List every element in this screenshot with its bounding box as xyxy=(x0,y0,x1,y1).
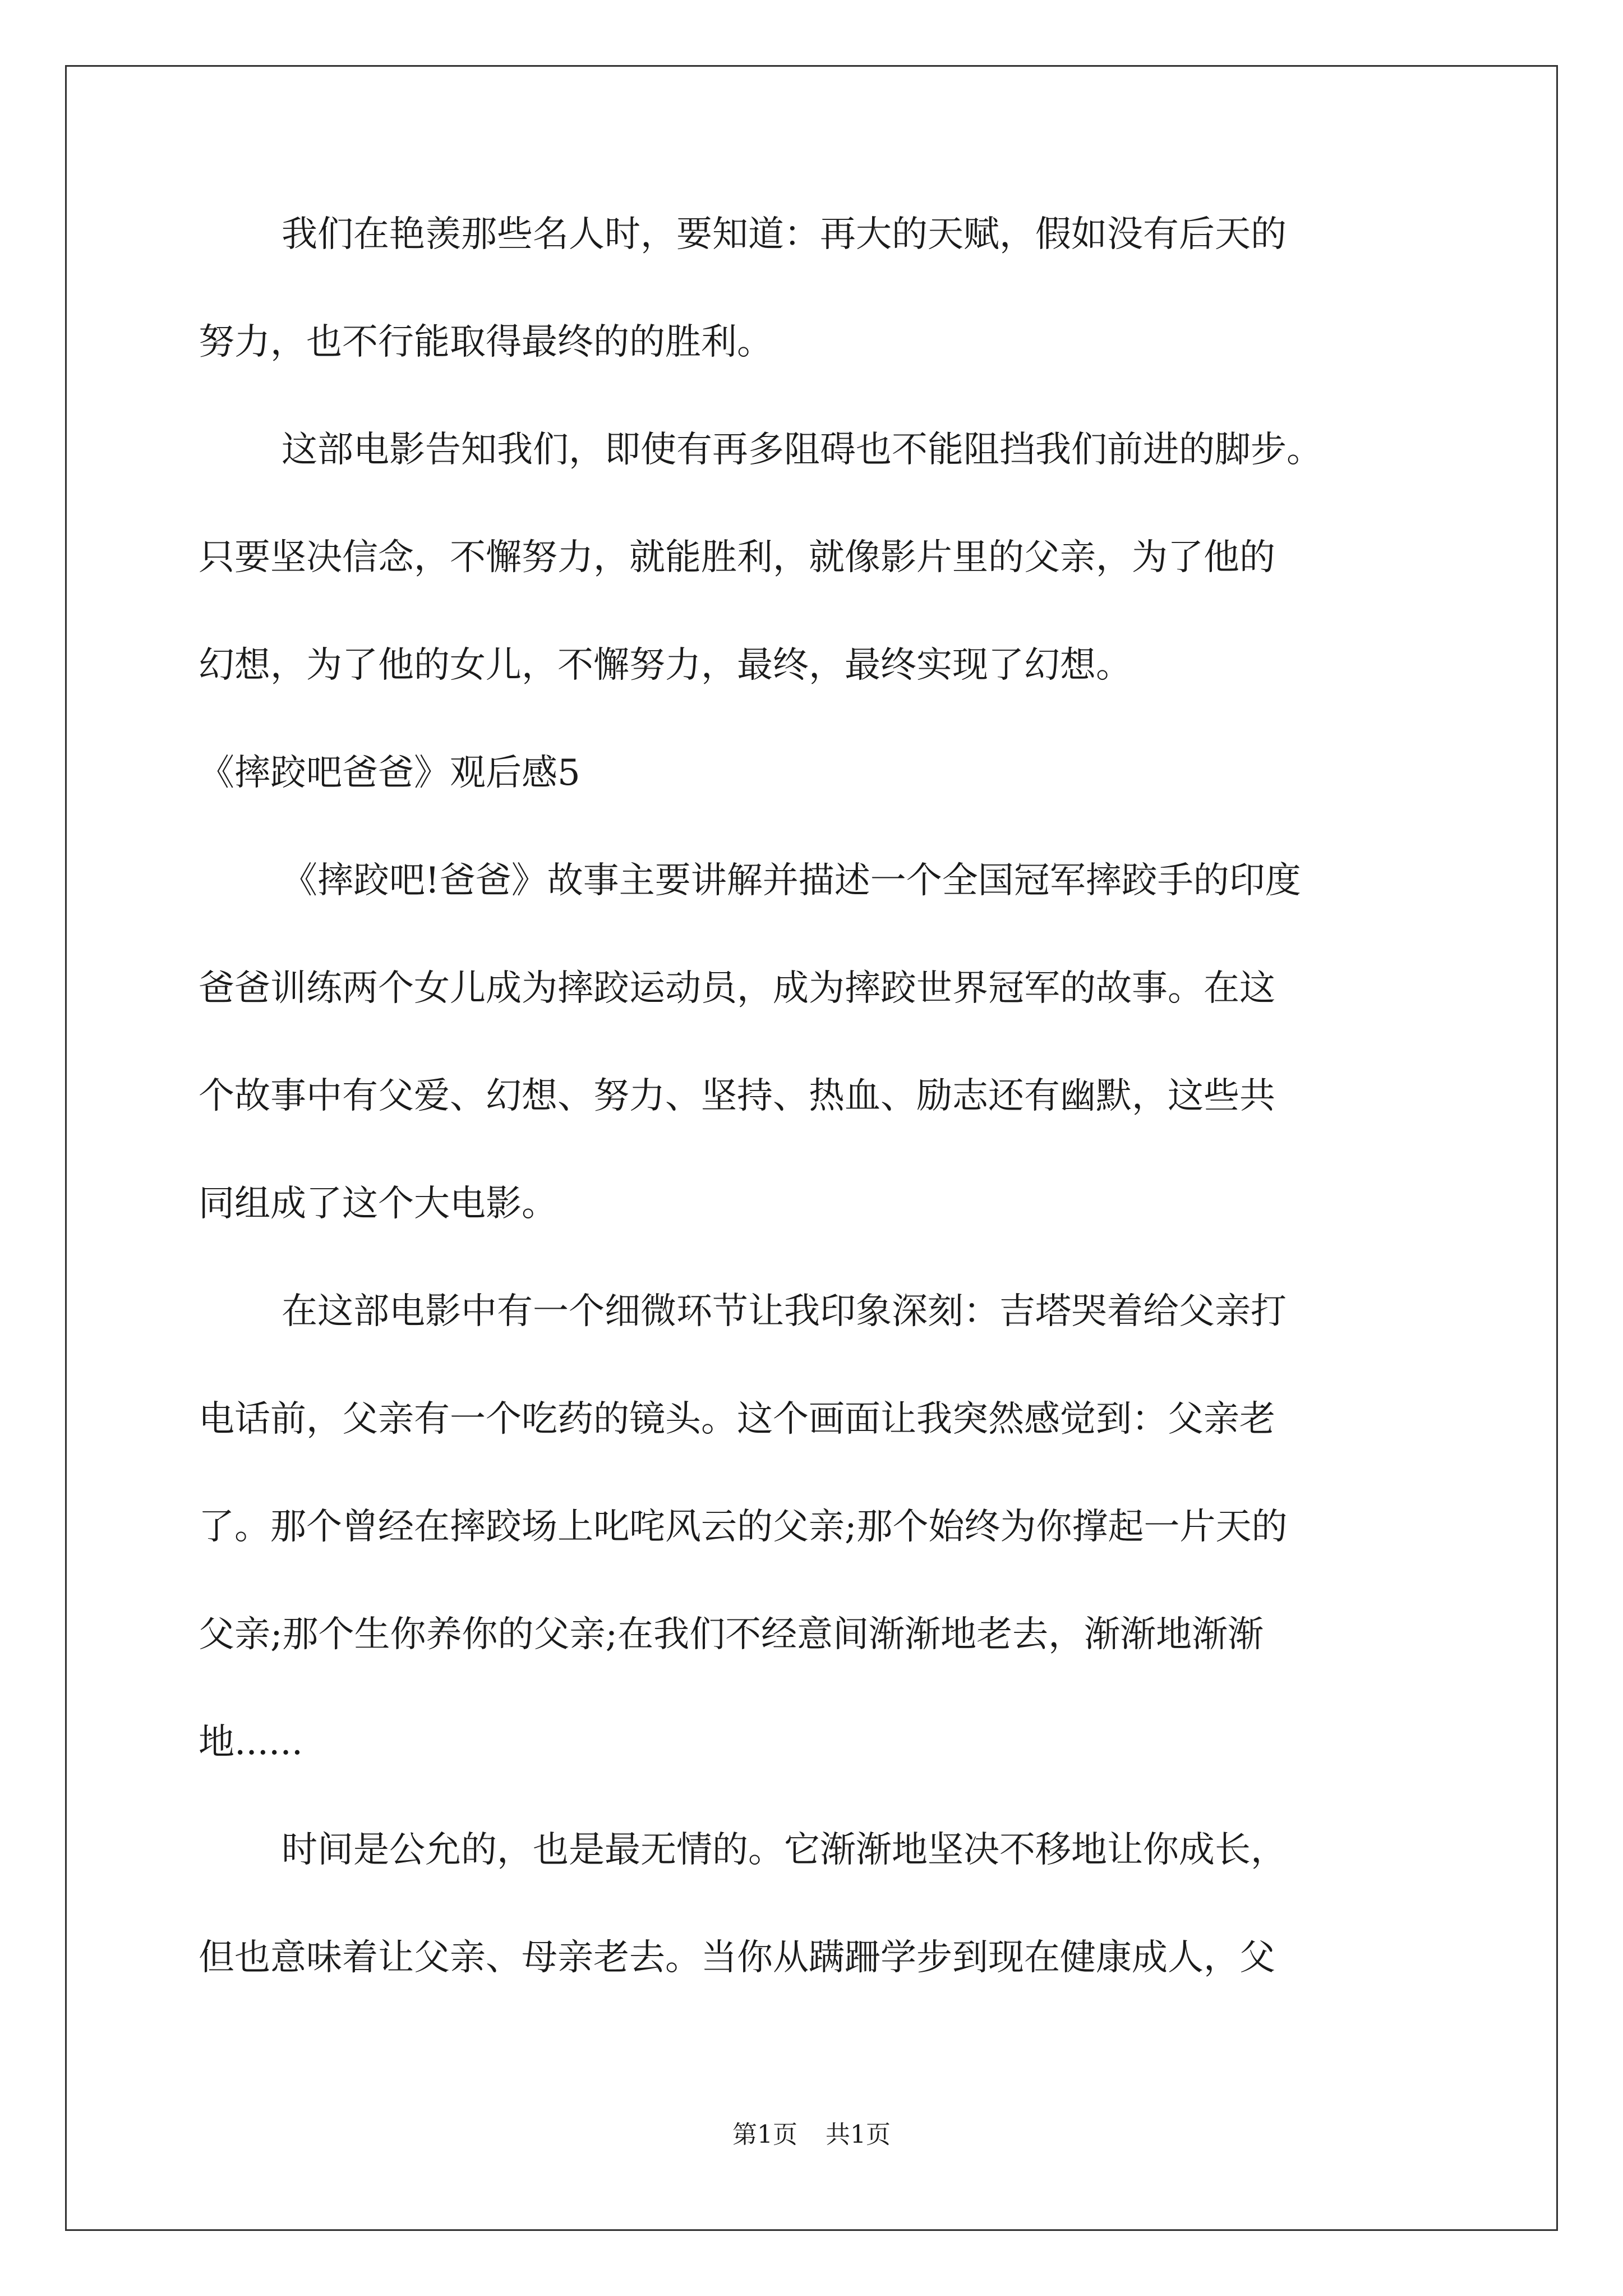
text-line: 了。那个曾经在摔跤场上叱咤风云的父亲;那个始终为你撑起一片天的 xyxy=(199,1506,1288,1548)
text-line: 个故事中有父爱、幻想、努力、坚持、热血、励志还有幽默，这些共 xyxy=(199,1075,1275,1117)
text-line: 我们在艳羡那些名人时，要知道：再大的天赋，假如没有后天的 xyxy=(282,214,1287,255)
text-line: 但也意味着让父亲、母亲老去。当你从蹒跚学步到现在健康成人，父 xyxy=(199,1937,1275,1978)
section-heading: 《摔跤吧爸爸》观后感5 xyxy=(199,752,580,794)
text-line: 在这部电影中有一个细微环节让我印象深刻：吉塔哭着给父亲打 xyxy=(282,1291,1287,1332)
text-line: 电话前，父亲有一个吃药的镜头。这个画面让我突然感觉到：父亲老 xyxy=(199,1398,1275,1440)
text-line: 只要坚决信念，不懈努力，就能胜利，就像影片里的父亲，为了他的 xyxy=(199,537,1275,578)
text-line: 时间是公允的，也是最无情的。它渐渐地坚决不移地让你成长， xyxy=(282,1829,1287,1871)
text-line: 《摔跤吧!爸爸》故事主要讲解并描述一个全国冠军摔跤手的印度 xyxy=(282,860,1301,901)
page-number: 第1页 xyxy=(732,2120,797,2149)
text-line: 幻想，为了他的女儿，不懈努力，最终，最终实现了幻想。 xyxy=(199,645,1132,686)
text-line: 努力，也不行能取得最终的的胜利。 xyxy=(199,321,773,363)
text-line: 爸爸训练两个女儿成为摔跤运动员，成为摔跤世界冠军的故事。在这 xyxy=(199,968,1275,1009)
page-total: 共1页 xyxy=(826,2120,891,2149)
page-footer xyxy=(0,2118,1623,2152)
text-line: 地...... xyxy=(199,1722,303,1763)
text-line: 同组成了这个大电影。 xyxy=(199,1183,557,1225)
text-line: 父亲;那个生你养你的父亲;在我们不经意间渐渐地老去，渐渐地渐渐 xyxy=(199,1614,1264,1655)
document-body xyxy=(199,208,1432,2039)
text-line: 这部电影告知我们，即使有再多阻碍也不能阻挡我们前进的脚步。 xyxy=(282,429,1322,471)
